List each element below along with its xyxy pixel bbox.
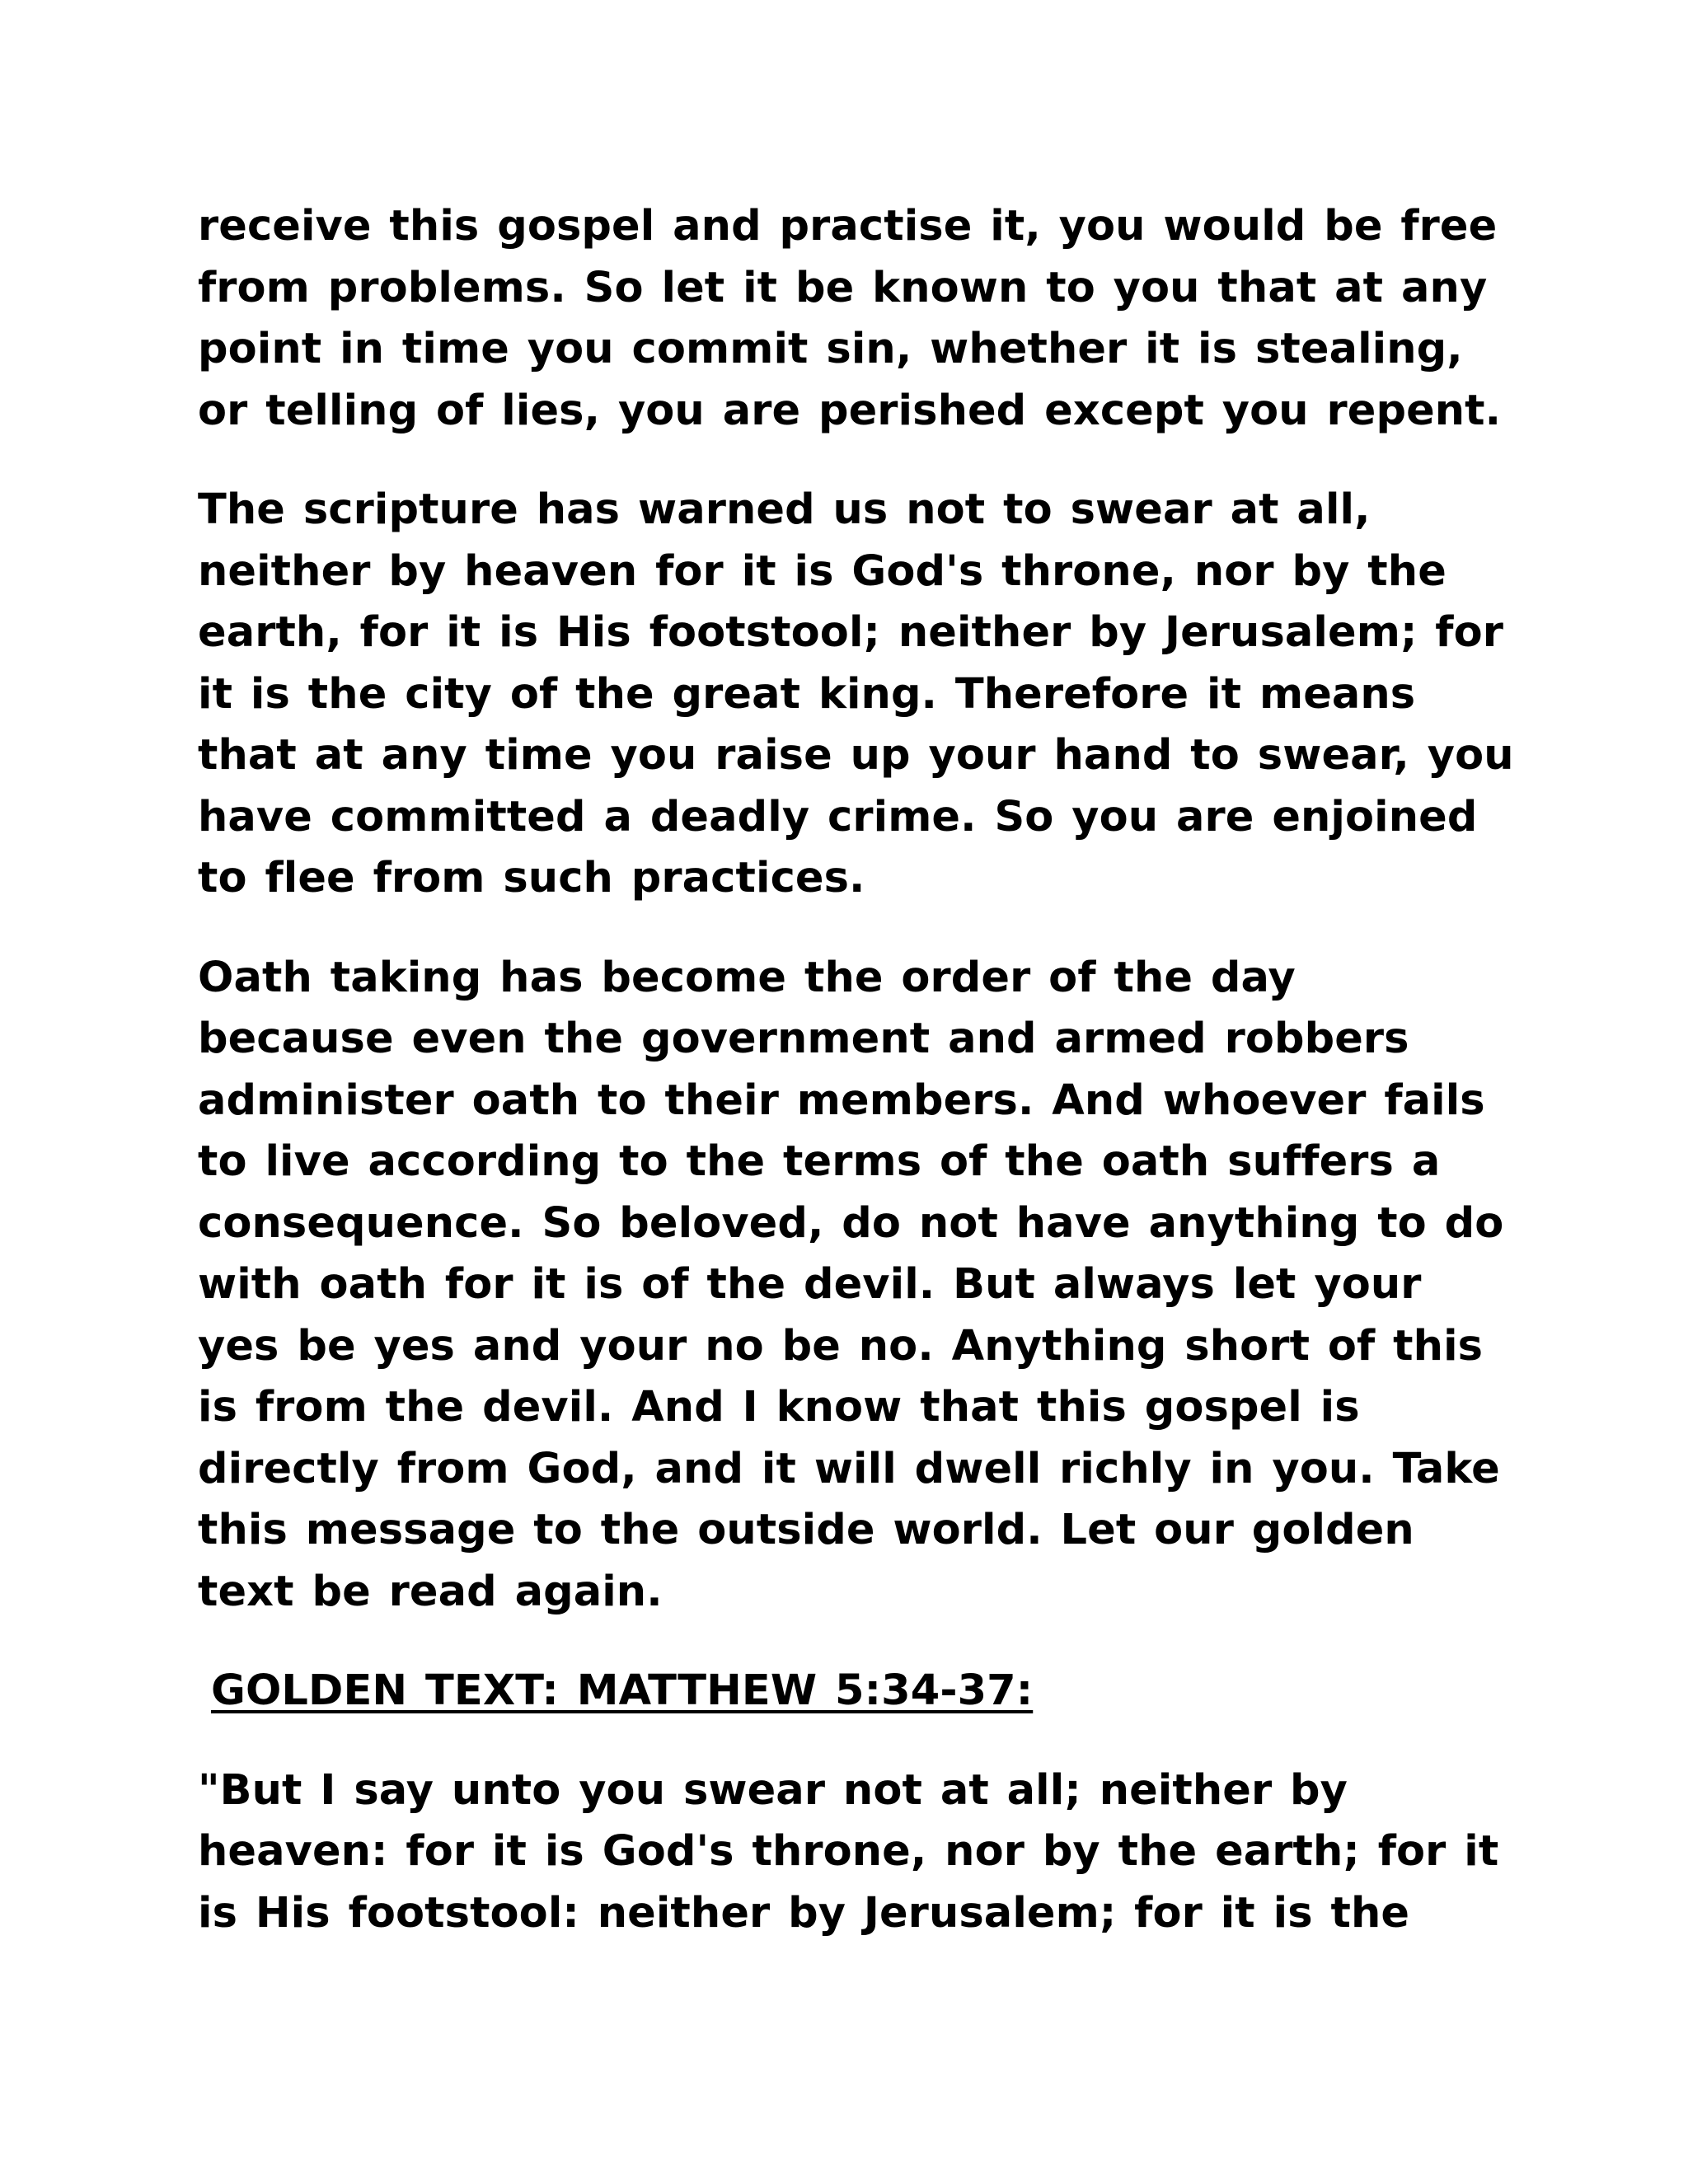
- text-line: have committed a deadly crime. So you are enjoined: [198, 792, 1478, 841]
- text-line: it is the city of the great king. Therefore it means: [198, 669, 1416, 719]
- paragraph-sin-warning: [198, 196, 1500, 442]
- text-line: this message to the outside world. Let our golden: [198, 1506, 1414, 1554]
- text-line: to live according to the terms of the oath suffers a: [198, 1137, 1441, 1186]
- quote-line: "But I say unto you swear not at all; neither by: [198, 1765, 1348, 1815]
- text-line: consequence. So beloved, do not have anything to do: [198, 1198, 1504, 1248]
- quote-line: heaven: for it is God's throne, nor by the earth; for it: [198, 1827, 1499, 1876]
- text-line: directly from God, and it will dwell richly in you. Take: [198, 1444, 1500, 1493]
- text-line: neither by heaven for it is God's throne, nor by the: [198, 546, 1447, 596]
- text-line: that at any time you raise up your hand to swear, you: [198, 731, 1514, 780]
- text-line: The scripture has warned us not to swear at all,: [198, 485, 1371, 534]
- text-line: yes be yes and your no be no. Anything short of this: [198, 1321, 1484, 1371]
- text-line: receive this gospel and practise it, you would be free: [198, 202, 1498, 251]
- text-line: Oath taking has become the order of the day: [198, 953, 1296, 1002]
- text-line: or telling of lies, you are perished except you repent.: [198, 386, 1502, 435]
- text-line: is from the devil. And I know that this gospel is: [198, 1383, 1360, 1432]
- paragraph-oath-taking: [198, 948, 1504, 1624]
- text-line: point in time you commit sin, whether it is stealing,: [198, 325, 1463, 373]
- text-line: to flee from such practices.: [198, 854, 865, 902]
- text-line: administer oath to their members. And whoever fails: [198, 1076, 1485, 1125]
- document-body: [198, 196, 1514, 1982]
- scripture-quote: [198, 1760, 1500, 1945]
- text-line: with oath for it is of the devil. But always let your: [198, 1260, 1422, 1309]
- paragraph-swearing: [198, 480, 1514, 910]
- quote-line: is His footstool: neither by Jerusalem; for it is the: [198, 1888, 1410, 1938]
- text-line: earth, for it is His footstool; neither by Jerusalem; for: [198, 608, 1503, 657]
- text-line: because even the government and armed robbers: [198, 1015, 1409, 1063]
- text-line: from problems. So let it be known to you that at any: [198, 263, 1488, 312]
- golden-text-heading: GOLDEN TEXT: MATTHEW 5:34-37:: [211, 1666, 1034, 1715]
- text-line: text be read again.: [198, 1567, 663, 1616]
